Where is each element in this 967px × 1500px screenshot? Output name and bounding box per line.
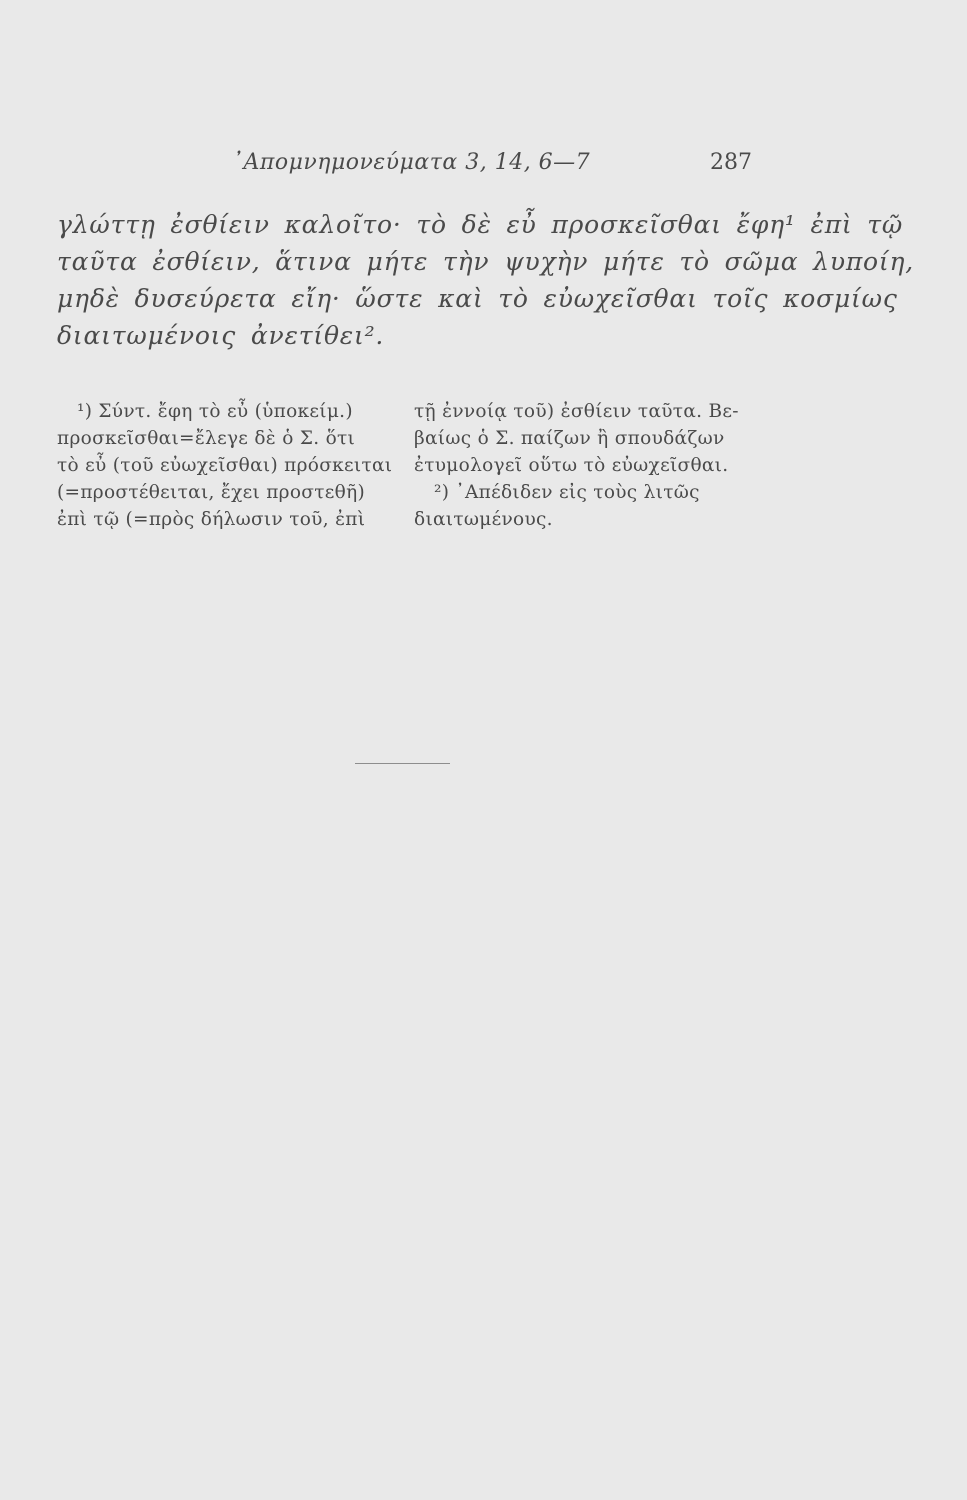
footnote-line: ¹) Σύντ. ἔφη τὸ εὖ (ὑποκείμ.) [77,401,353,422]
running-title: ᾿Απομνημονεύματα 3, 14, 6—7 [232,150,591,175]
footnotes-right-column [414,398,749,533]
footnote-line: ἐπὶ τῷ (=πρὸς δήλωσιν τοῦ, ἐπὶ [57,509,366,530]
footnote-line: διαιτωμένους. [414,509,553,530]
footnote-line: (=προστέθειται, ἔχει προστεθῆ) [57,482,365,503]
footnote-line: ²) ᾿Απέδιδεν εἰς τοὺς λιτῶς [434,482,700,503]
footnotes-left-column [57,398,392,533]
footnote-line: τῇ ἐννοίᾳ τοῦ) ἐσθίειν ταῦτα. Βε- [414,401,739,422]
page-number: 287 [710,150,752,175]
text-line: διαιτωμένοις ἀνετίθει². [57,321,385,350]
text-line: μηδὲ δυσεύρετα εἴη· ὥστε καὶ τὸ εὐωχεῖσθαι τοῖς κοσμίως [57,284,898,313]
footnote-line: προσκεῖσθαι=ἔλεγε δὲ ὁ Σ. ὅτι [57,428,356,449]
page-header [232,150,752,180]
footnote-line: τὸ εὖ (τοῦ εὐωχεῖσθαι) πρόσκειται [57,455,393,476]
main-text [57,206,915,354]
text-line: ταῦτα ἐσθίειν, ἅτινα μήτε τὴν ψυχὴν μήτε τὸ σῶμα λυποίη, [57,247,915,276]
footnote-line: ἐτυμολογεῖ οὕτω τὸ εὐωχεῖσθαι. [414,455,729,476]
footnote-line: βαίως ὁ Σ. παίζων ἢ σπουδάζων [414,428,725,449]
text-line: γλώττῃ ἐσθίειν καλοῖτο· τὸ δὲ εὖ προσκεῖσθαι ἔφη¹ ἐπὶ τῷ [57,210,904,239]
end-rule-divider [355,763,450,764]
